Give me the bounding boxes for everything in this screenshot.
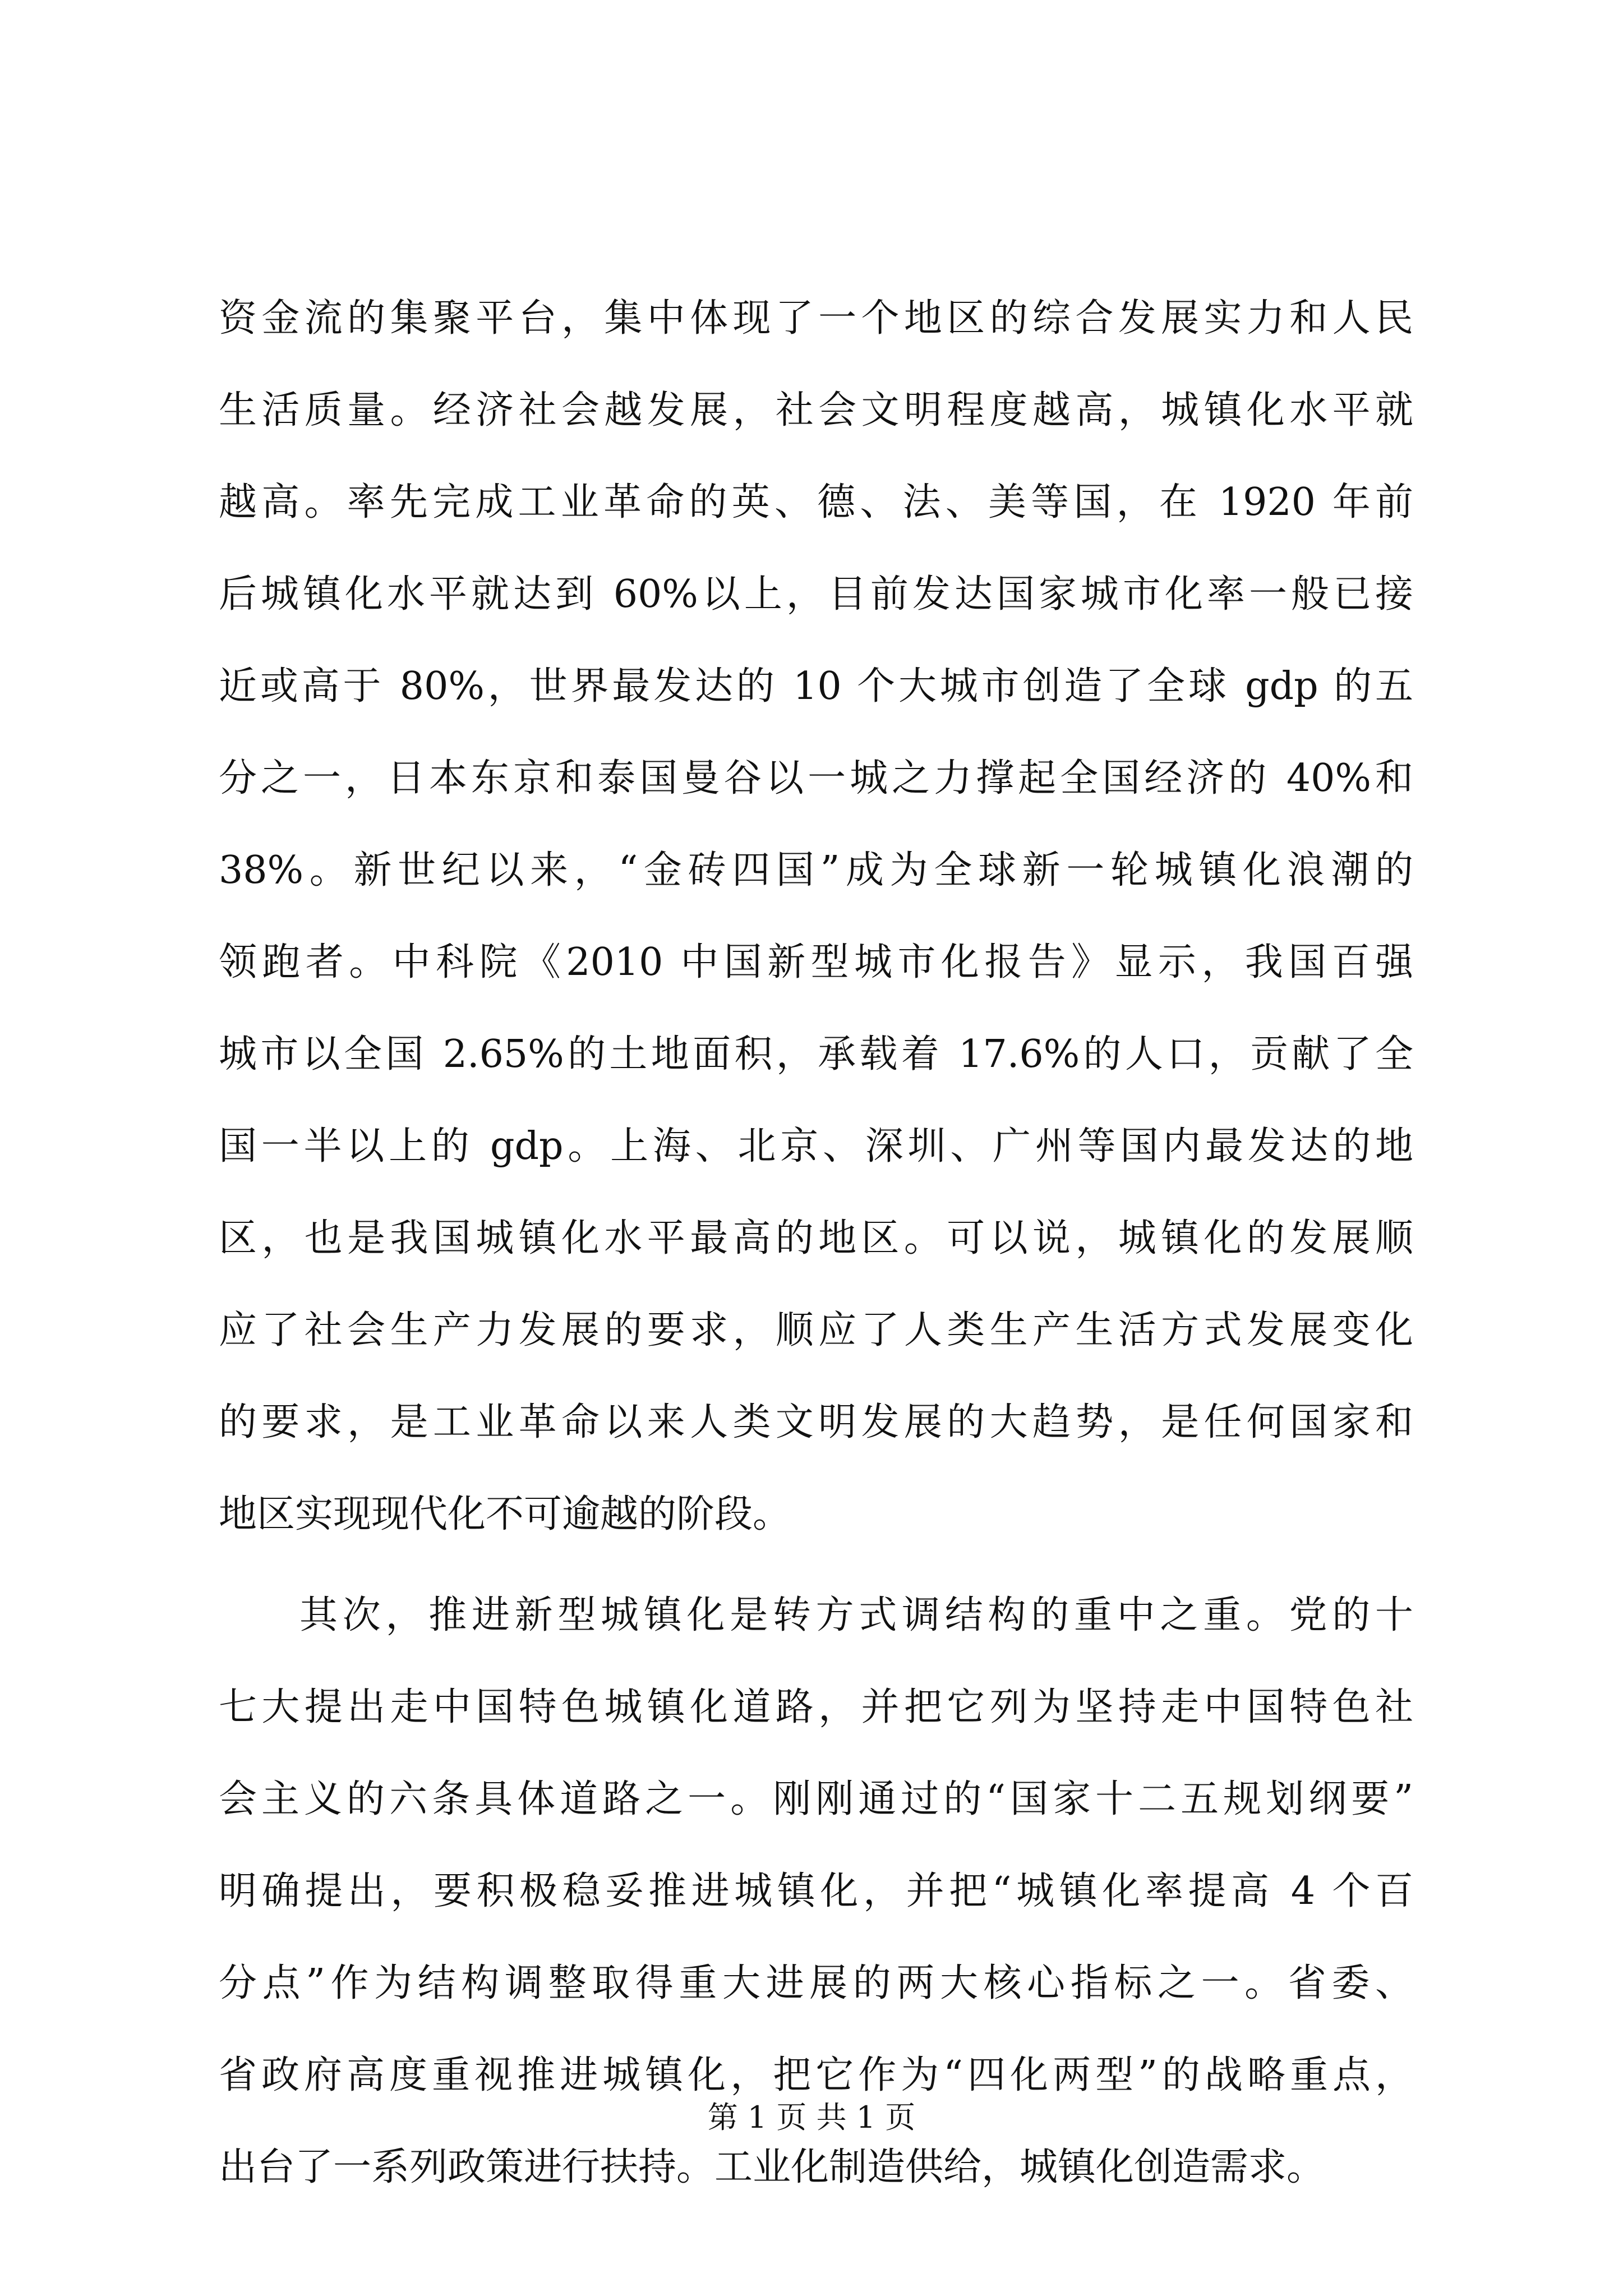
text-line: 分之一，日本东京和泰国曼谷以一城之力撑起全国经济的 40%和 (219, 756, 1413, 800)
text-line: 分点”作为结构调整取得重大进展的两大核心指标之一。省委、 (219, 1961, 1413, 2005)
text-line: 38%。新世纪以来，“金砖四国”成为全球新一轮城镇化浪潮的 (219, 848, 1413, 892)
text-line: 资金流的集聚平台，集中体现了一个地区的综合发展实力和人民 (219, 296, 1413, 341)
text-line: 省政府高度重视推进城镇化，把它作为“四化两型”的战略重点， (219, 2053, 1413, 2097)
text-line: 的要求，是工业革命以来人类文明发展的大趋势，是任何国家和 (219, 1400, 1413, 1444)
text-line: 国一半以上的 gdp。上海、北京、深圳、广州等国内最发达的地 (219, 1124, 1413, 1168)
text-line: 领跑者。中科院《2010 中国新型城市化报告》显示，我国百强 (219, 940, 1413, 984)
text-line: 越高。率先完成工业革命的英、德、法、美等国，在 1920 年前 (219, 480, 1413, 524)
text-line: 地区实现现代化不可逾越的阶段。 (219, 1492, 791, 1536)
paragraph-spacer (219, 1561, 1413, 1570)
text-line: 近或高于 80%，世界最发达的 10 个大城市创造了全球 gdp 的五 (219, 664, 1413, 708)
text-line: 其次，推进新型城镇化是转方式调结构的重中之重。党的十 (299, 1593, 1413, 1637)
paragraph-1 (219, 273, 1413, 1561)
text-line: 应了社会生产力发展的要求，顺应了人类生产生活方式发展变化 (219, 1308, 1413, 1352)
text-line: 生活质量。经济社会越发展，社会文明程度越高，城镇化水平就 (219, 388, 1413, 432)
text-line: 后城镇化水平就达到 60%以上，目前发达国家城市化率一般已接 (219, 572, 1413, 616)
text-line: 区，也是我国城镇化水平最高的地区。可以说，城镇化的发展顺 (219, 1216, 1413, 1260)
text-line: 城市以全国 2.65%的土地面积，承载着 17.6%的人口，贡献了全 (219, 1032, 1413, 1076)
text-line: 明确提出，要积极稳妥推进城镇化，并把“城镇化率提高 4 个百 (219, 1869, 1413, 1913)
page-number-footer: 第 1 页 共 1 页 (707, 2100, 916, 2135)
text-line: 会主义的六条具体道路之一。刚刚通过的“国家十二五规划纲要” (219, 1777, 1413, 1821)
text-line: 七大提出走中国特色城镇化道路，并把它列为坚持走中国特色社 (219, 1685, 1413, 1729)
document-body (219, 273, 1413, 2214)
text-line: 出台了一系列政策进行扶持。工业化制造供给，城镇化创造需求。 (219, 2145, 1325, 2189)
